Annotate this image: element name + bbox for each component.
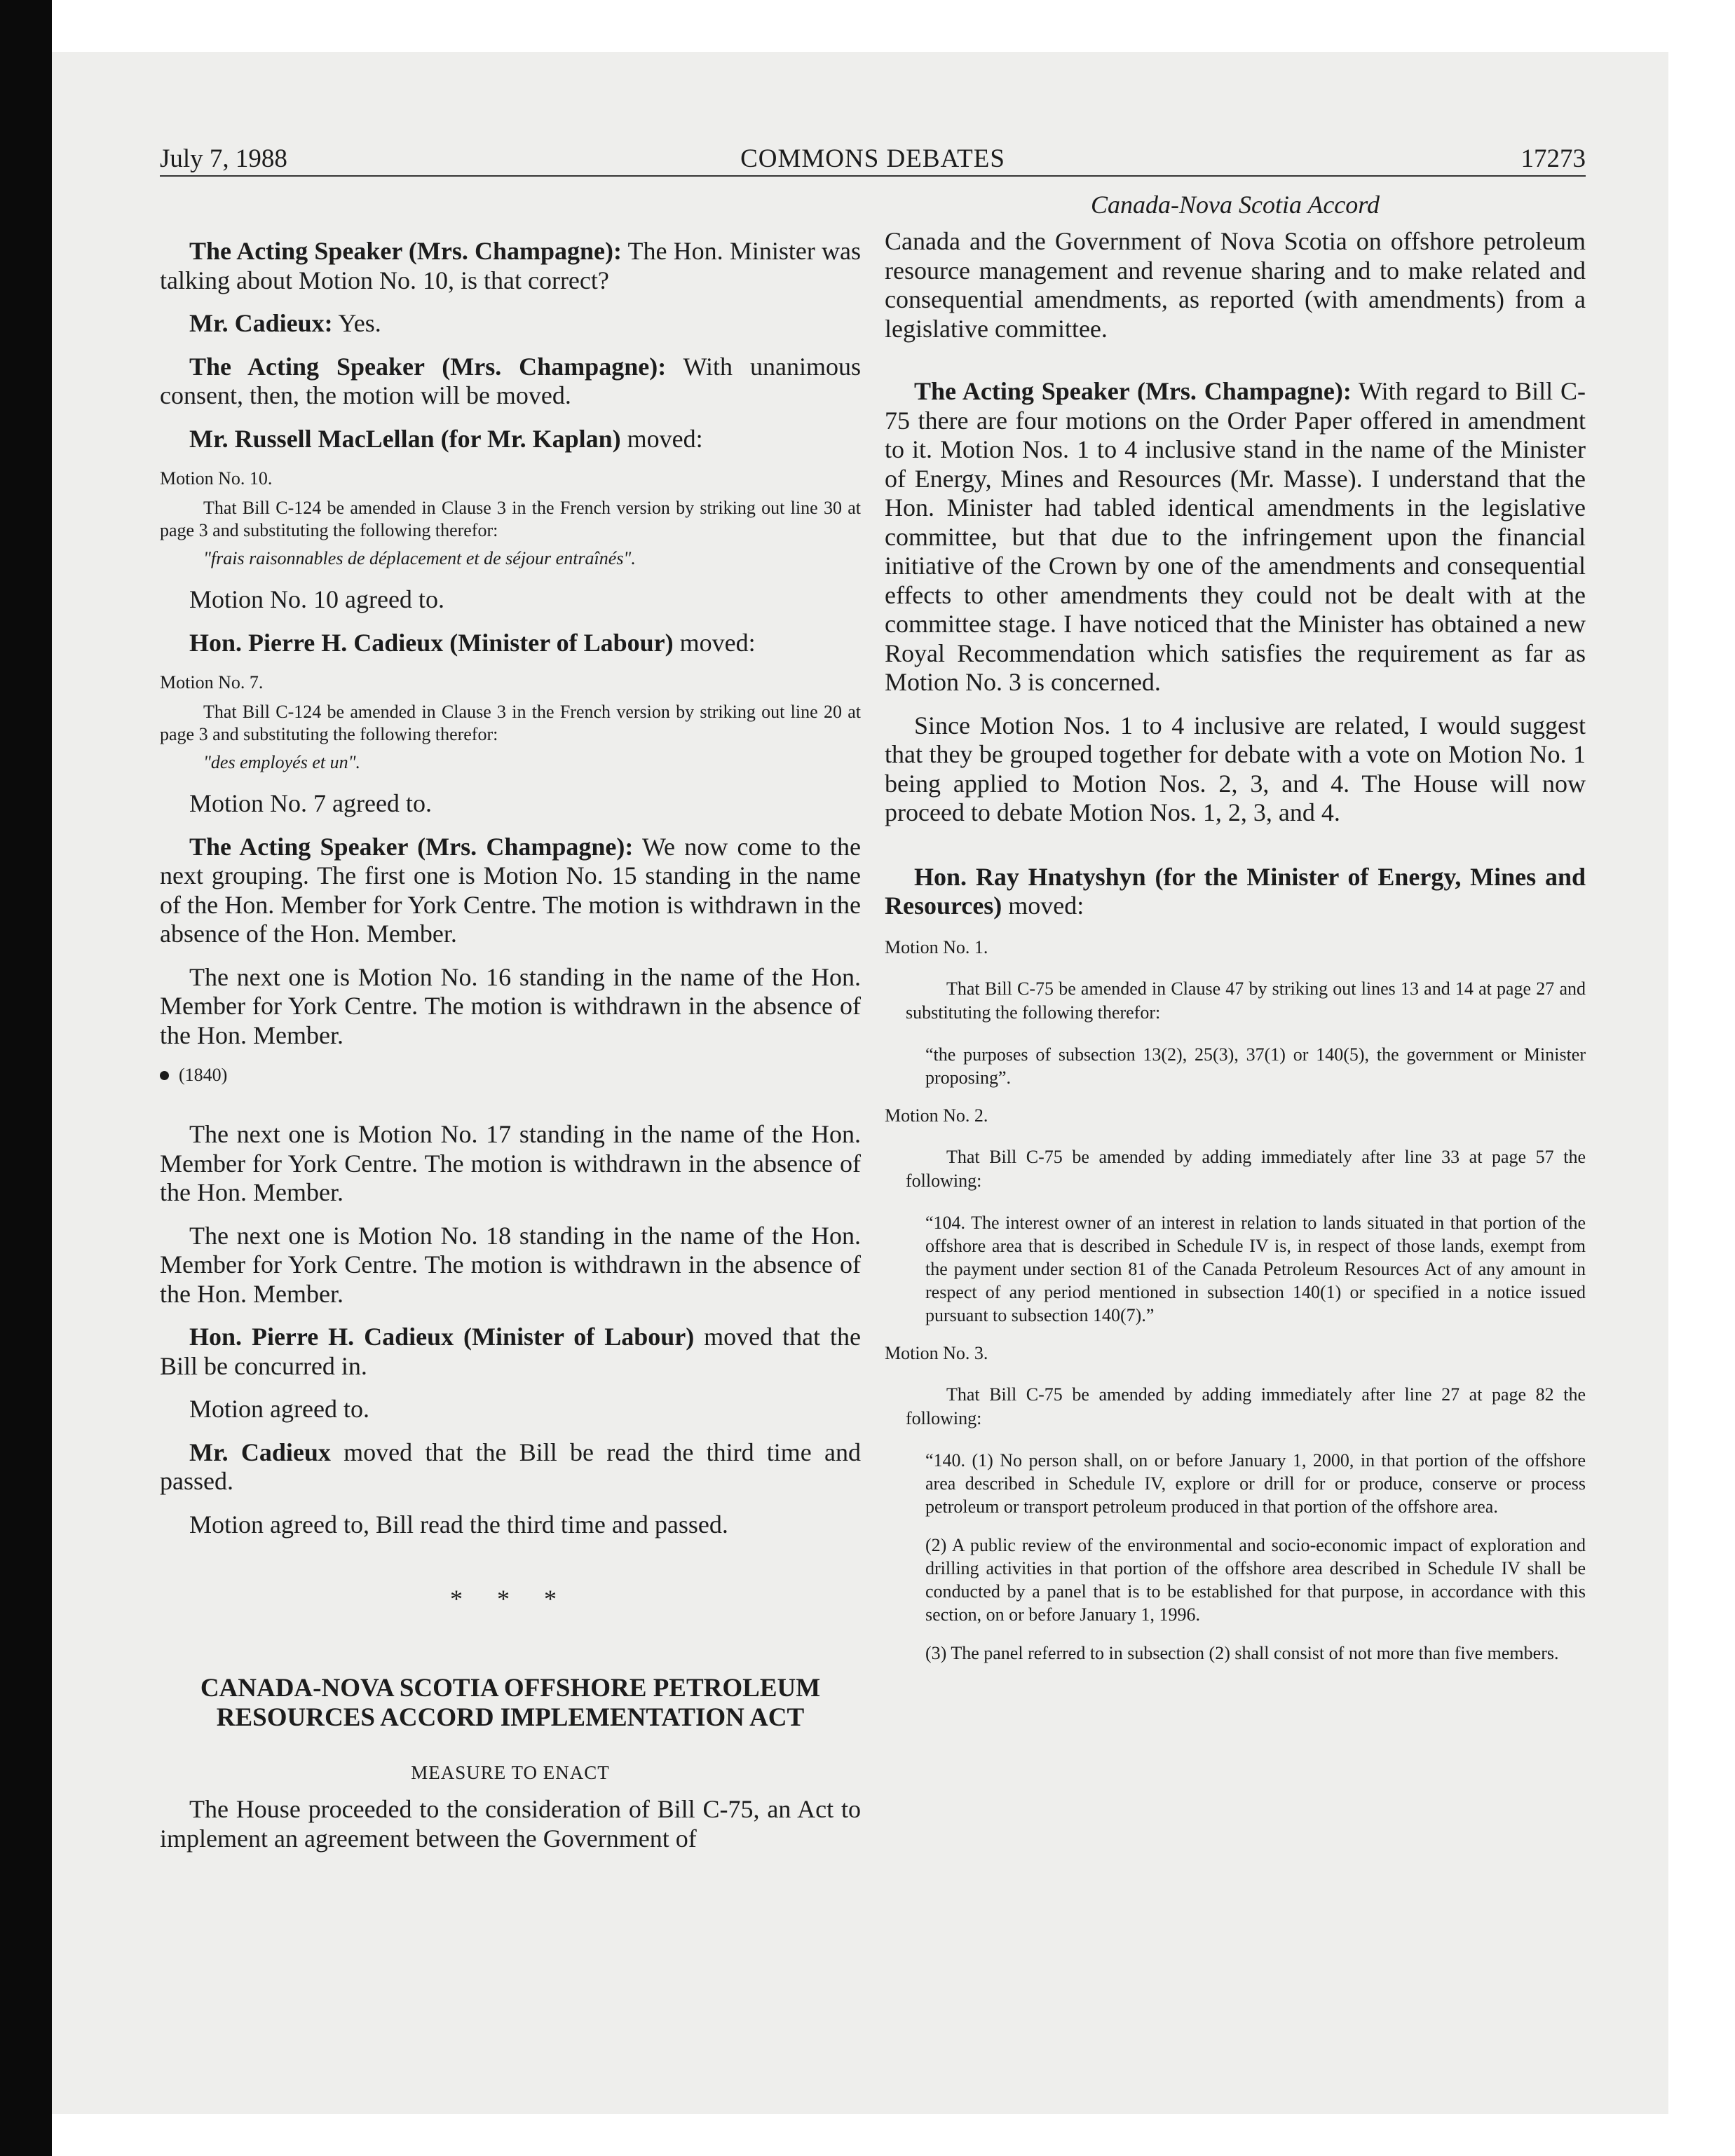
time-stamp: (1840)	[179, 1065, 228, 1085]
speaker-name: Mr. Cadieux	[189, 1438, 331, 1466]
motion-result: Motion agreed to, Bill read the third time and passed.	[189, 1510, 728, 1538]
speech-paragraph: The next one is Motion No. 18 standing in the name of the Hon. Member for York Centre. The motion is withdrawn in the absence of the Hon. Member.	[160, 1221, 861, 1308]
motion-quote: “140. (1) No person shall, on or before January 1, 2000, in that portion of the offshore area described in Schedule IV, explore or drill for or produce, conserve or process petroleum or transport petroleum produced in that portion of the offshore area.	[925, 1449, 1586, 1517]
header-page-number: 17273	[1520, 144, 1586, 173]
header-title: COMMONS DEBATES	[740, 144, 1005, 173]
motion-label: Motion No. 3.	[885, 1342, 988, 1363]
speaker-name: The Acting Speaker (Mrs. Champagne):	[189, 352, 667, 381]
motion-text: That Bill C-75 be amended by adding immediately after line 33 at page 57 the following:	[906, 1146, 1586, 1191]
motion-result: Motion No. 7 agreed to.	[189, 789, 432, 817]
running-head: Canada-Nova Scotia Accord	[1091, 191, 1380, 219]
motion-quote: (3) The panel referred to in subsection (2) shall consist of not more than five members.	[925, 1642, 1559, 1663]
section-subheading: MEASURE TO ENACT	[411, 1762, 610, 1783]
speech-paragraph: Hon. Ray Hnatyshyn (for the Minister of Energy, Mines and Resources) moved:	[885, 862, 1586, 920]
motion-quote: (2) A public review of the environmental and socio-economic impact of exploration and drilling activities in that portion of the offshore area described in Schedule IV shall be conducted by a panel that is to be established for that purpose, in accordance with this section, on or before January 1, 1996.	[925, 1534, 1586, 1625]
speech-paragraph: The Acting Speaker (Mrs. Champagne): We now come to the next grouping. The first one is Motion No. 15 standing in the name of the Hon. Member for York Centre. The motion is withdrawn in the absence of the Hon. Member.	[160, 832, 861, 948]
motion-label: Motion No. 1.	[885, 936, 988, 957]
right-column	[885, 189, 1586, 1680]
motion-quote: "frais raisonnables de déplacement et de séjour entraînés".	[203, 548, 636, 568]
speech-paragraph: Canada and the Government of Nova Scotia on offshore petroleum resource management and revenue sharing and to make related and consequential amendments, as reported (with amendments) from a legislative committee.	[885, 227, 1586, 343]
motion-label: Motion No. 2.	[885, 1105, 988, 1126]
speech-paragraph: Hon. Pierre H. Cadieux (Minister of Labour) moved:	[189, 628, 756, 657]
motion-quote: “the purposes of subsection 13(2), 25(3), 37(1) or 140(5), the government or Minister proposing”.	[925, 1044, 1586, 1088]
speaker-name: Hon. Pierre H. Cadieux (Minister of Labour)	[189, 628, 674, 657]
motion-quote: "des employés et un".	[203, 752, 360, 772]
speaker-name: Mr. Cadieux:	[189, 309, 333, 337]
header-date: July 7, 1988	[160, 144, 287, 173]
speech-paragraph: Mr. Cadieux: Yes.	[189, 309, 381, 337]
speech-paragraph: Mr. Russell MacLellan (for Mr. Kaplan) moved:	[189, 424, 703, 453]
motion-result: Motion No. 10 agreed to.	[189, 585, 444, 613]
page-header	[160, 143, 1586, 177]
speaker-name: The Acting Speaker (Mrs. Champagne):	[189, 832, 634, 861]
speech-paragraph: The next one is Motion No. 17 standing in the name of the Hon. Member for York Centre. The motion is withdrawn in the absence of the Hon. Member.	[160, 1120, 861, 1206]
speaker-name: Hon. Ray Hnatyshyn (for the Minister of Energy, Mines and Resources)	[885, 862, 1586, 920]
scan-edge	[0, 0, 52, 2156]
speaker-name: Hon. Pierre H. Cadieux (Minister of Labour)	[189, 1323, 695, 1351]
speech-paragraph: The Acting Speaker (Mrs. Champagne): With regard to Bill C-75 there are four motions on the Order Paper offered in amendment to it. Motion Nos. 1 to 4 inclusive stand in the name of the Minister of Energy, Mines and Resources (Mr. Masse). I understand that the Hon. Minister had tabled identical amendments in the legislative committee, but that due to the infringement upon the financial initiative of the Crown by one of the amendments and consequential effects to other amendments they could not be dealt with at the committee stage. I have noticed that the Minister has obtained a new Royal Recommendation which satisfies the requirement as far as Motion No. 3 is concerned.	[885, 377, 1586, 696]
speaker-name: Mr. Russell MacLellan (for Mr. Kaplan)	[189, 424, 621, 453]
speaker-name: The Acting Speaker (Mrs. Champagne):	[914, 377, 1352, 405]
motion-text: That Bill C-124 be amended in Clause 3 in the French version by striking out line 30 at page 3 and substituting the following therefor:	[160, 498, 861, 540]
motion-result: Motion agreed to.	[189, 1395, 369, 1423]
motion-text: That Bill C-75 be amended by adding immediately after line 27 at page 82 the following:	[906, 1384, 1586, 1428]
speech-paragraph: The House proceeded to the consideration of Bill C-75, an Act to implement an agreement between the Government of	[160, 1795, 861, 1853]
speech-paragraph: Hon. Pierre H. Cadieux (Minister of Labour) moved that the Bill be concurred in.	[160, 1323, 861, 1380]
section-title: CANADA-NOVA SCOTIA OFFSHORE PETROLEUM RESOURCES ACCORD IMPLEMENTATION ACT	[200, 1674, 821, 1732]
time-marker	[160, 1064, 861, 1086]
bullet-icon	[160, 1071, 169, 1080]
speech-paragraph: Mr. Cadieux moved that the Bill be read the third time and passed.	[160, 1438, 861, 1495]
motion-text: That Bill C-124 be amended in Clause 3 in the French version by striking out line 20 at page 3 and substituting the following therefor:	[160, 702, 861, 744]
speech-paragraph: The Acting Speaker (Mrs. Champagne): With unanimous consent, then, the motion will be moved.	[160, 352, 861, 409]
speech-paragraph: The Acting Speaker (Mrs. Champagne): The Hon. Minister was talking about Motion No. 10, is that correct?	[160, 237, 861, 294]
motion-label: Motion No. 7.	[160, 672, 264, 692]
speech-paragraph: The next one is Motion No. 16 standing in the name of the Hon. Member for York Centre. The motion is withdrawn in the absence of the Hon. Member.	[160, 962, 861, 1049]
speech-paragraph: Since Motion Nos. 1 to 4 inclusive are related, I would suggest that they be grouped together for debate with a vote on Motion No. 1 being applied to Motion Nos. 2, 3, and 4. The House will now proceed to debate Motion Nos. 1, 2, 3, and 4.	[885, 711, 1586, 826]
left-column	[160, 237, 861, 1867]
motion-text: That Bill C-75 be amended in Clause 47 by striking out lines 13 and 14 at page 27 and substituting the following therefor:	[906, 978, 1586, 1023]
motion-label: Motion No. 10.	[160, 468, 273, 489]
speaker-name: The Acting Speaker (Mrs. Champagne):	[189, 237, 622, 265]
motion-quote: “104. The interest owner of an interest in relation to lands situated in that portion of the offshore area that is described in Schedule IV is, in respect of those lands, exempt from the payment under section 81 of the Canada Petroleum Resources Act of any amount in respect of any period mentioned in subsection 140(1) or specified in a notice issued pursuant to subsection 140(7).”	[925, 1212, 1586, 1325]
section-separator: * * *	[450, 1585, 571, 1613]
